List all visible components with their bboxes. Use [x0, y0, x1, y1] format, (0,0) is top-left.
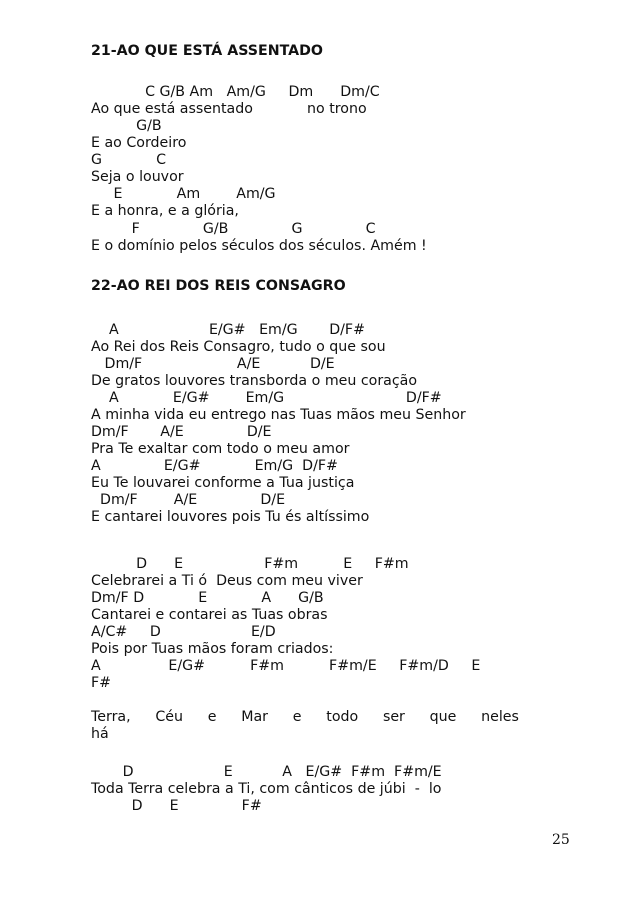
chord-line: Dm/F A/E D/E: [91, 492, 286, 508]
chord-line: A E/G# Em/G D/F#: [91, 390, 442, 406]
chord-line: A E/G# Em/G D/F#: [91, 458, 338, 474]
lyric-word: Céu: [155, 709, 183, 725]
lyric-line: Pra Te exaltar com todo o meu amor: [91, 441, 350, 457]
lyric-line: E o domínio pelos séculos dos séculos. Amém !: [91, 238, 427, 254]
lyric-word: que: [429, 709, 457, 725]
lyric-line: Celebrarei a Ti ó Deus com meu viver: [91, 573, 363, 589]
lyric-word: e: [207, 709, 217, 725]
chord-line: E Am Am/G: [91, 186, 276, 202]
lyric-word: ser: [382, 709, 405, 725]
chord-line: Dm/F A/E D/E: [91, 424, 272, 440]
song-21-title: 21-AO QUE ESTÁ ASSENTADO: [91, 43, 323, 59]
lyric-line: Ao Rei dos Reis Consagro, tudo o que sou: [91, 339, 386, 355]
lyric-line: E ao Cordeiro: [91, 135, 187, 151]
lyric-word: todo: [326, 709, 359, 725]
lyric-line: Seja o louvor: [91, 169, 184, 185]
lyric-line: E cantarei louvores pois Tu és altíssimo: [91, 509, 370, 525]
page-number: 25: [552, 832, 570, 848]
chord-line: D E F#m E F#m: [91, 556, 409, 572]
chord-line: Dm/F D E A G/B: [91, 590, 324, 606]
chord-line: Dm/F A/E D/E: [91, 356, 335, 372]
lyric-word: Mar: [241, 709, 269, 725]
lyric-word: e: [292, 709, 302, 725]
lyric-word: neles: [481, 709, 519, 725]
chord-line: D E A E/G# F#m F#m/E: [91, 764, 442, 780]
lyric-line: há: [91, 726, 109, 742]
chord-line: G/B: [91, 118, 162, 134]
lyric-line: Pois por Tuas mãos foram criados:: [91, 641, 334, 657]
chord-line: A E/G# F#m F#m/E F#m/D E: [91, 658, 481, 674]
lyric-line: Cantarei e contarei as Tuas obras: [91, 607, 328, 623]
chord-line: A/C# D E/D: [91, 624, 276, 640]
lyric-word: Terra,: [91, 709, 131, 725]
song-22-title: 22-AO REI DOS REIS CONSAGRO: [91, 278, 346, 294]
lyric-line: Eu Te louvarei conforme a Tua justiça: [91, 475, 355, 491]
justified-lyric-line: [91, 709, 519, 726]
lyric-line: E a honra, e a glória,: [91, 203, 239, 219]
chord-line: D E F#: [91, 798, 262, 814]
chord-line: F#: [91, 675, 112, 691]
lyric-line: Toda Terra celebra a Ti, com cânticos de júbi - lo: [91, 781, 442, 797]
lyric-line: A minha vida eu entrego nas Tuas mãos meu Senhor: [91, 407, 466, 423]
lyric-line: De gratos louvores transborda o meu coração: [91, 373, 418, 389]
chord-line: C G/B Am Am/G Dm Dm/C: [91, 84, 380, 100]
chord-line: F G/B G C: [91, 221, 376, 237]
lyric-line: Ao que está assentado no trono: [91, 101, 367, 117]
chord-line: G C: [91, 152, 167, 168]
chord-line: A E/G# Em/G D/F#: [91, 322, 365, 338]
